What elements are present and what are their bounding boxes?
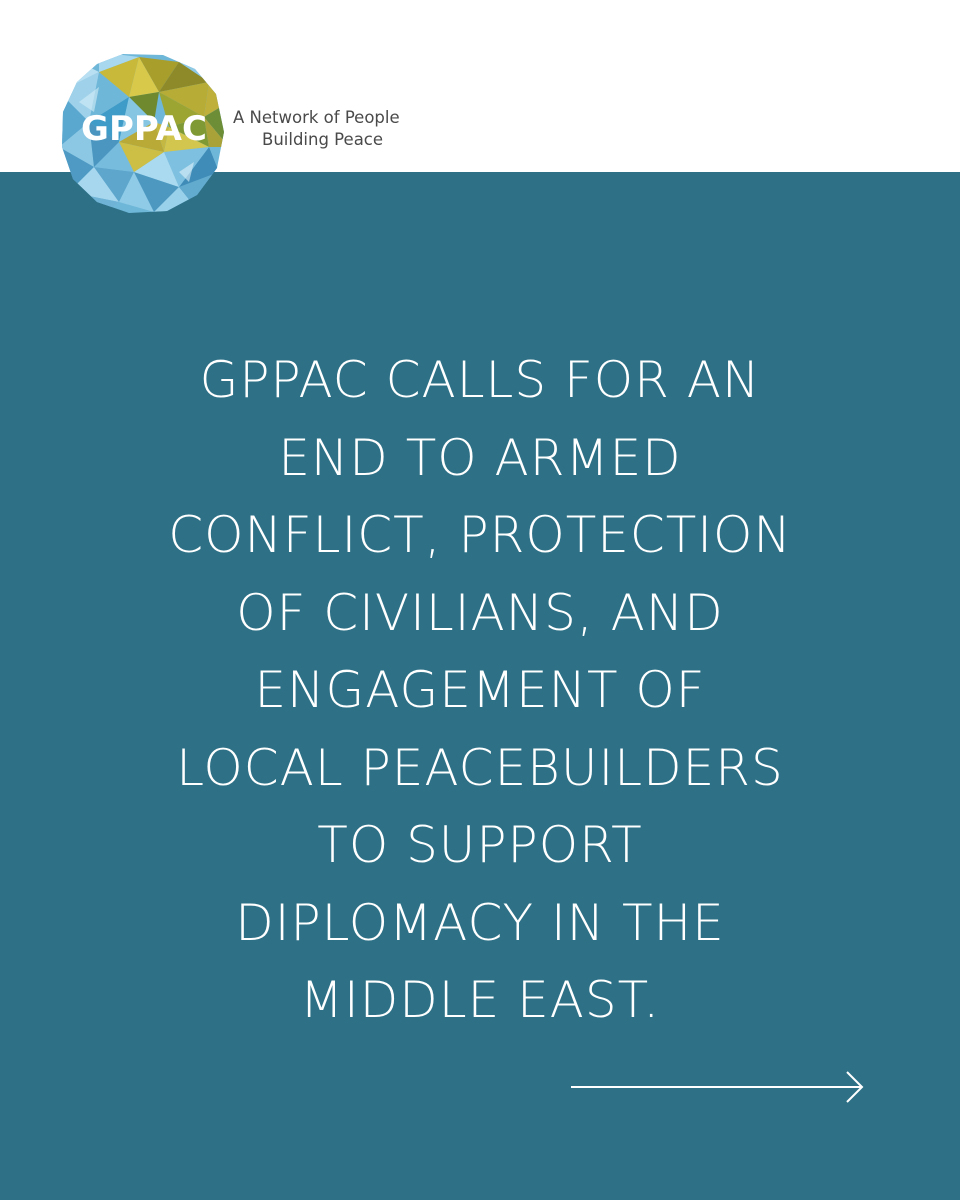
arrow-right-icon <box>570 1070 866 1104</box>
headline-line: END TO ARMED <box>278 428 682 487</box>
tagline-line-1: A Network of People <box>233 108 400 127</box>
next-slide-button[interactable] <box>570 1070 866 1104</box>
headline-line: TO SUPPORT <box>317 816 643 874</box>
headline-line: DIPLOMACY IN THE <box>235 893 725 952</box>
headline-line: CONFLICT, PROTECTION <box>168 506 792 564</box>
headline-line: ENGAGEMENT OF <box>254 661 706 719</box>
headline-line: LOCAL PEACEBUILDERS <box>176 738 784 797</box>
headline <box>60 342 900 1040</box>
tagline-line-2: Building Peace <box>262 130 384 149</box>
header <box>0 0 960 172</box>
logo-tagline <box>233 107 453 151</box>
headline-line: GPPAC CALLS FOR AN <box>199 351 761 409</box>
logo-wordmark: GPPAC <box>81 109 207 149</box>
headline-line: OF CIVILIANS, AND <box>236 583 724 642</box>
headline-line: MIDDLE EAST. <box>299 971 661 1029</box>
